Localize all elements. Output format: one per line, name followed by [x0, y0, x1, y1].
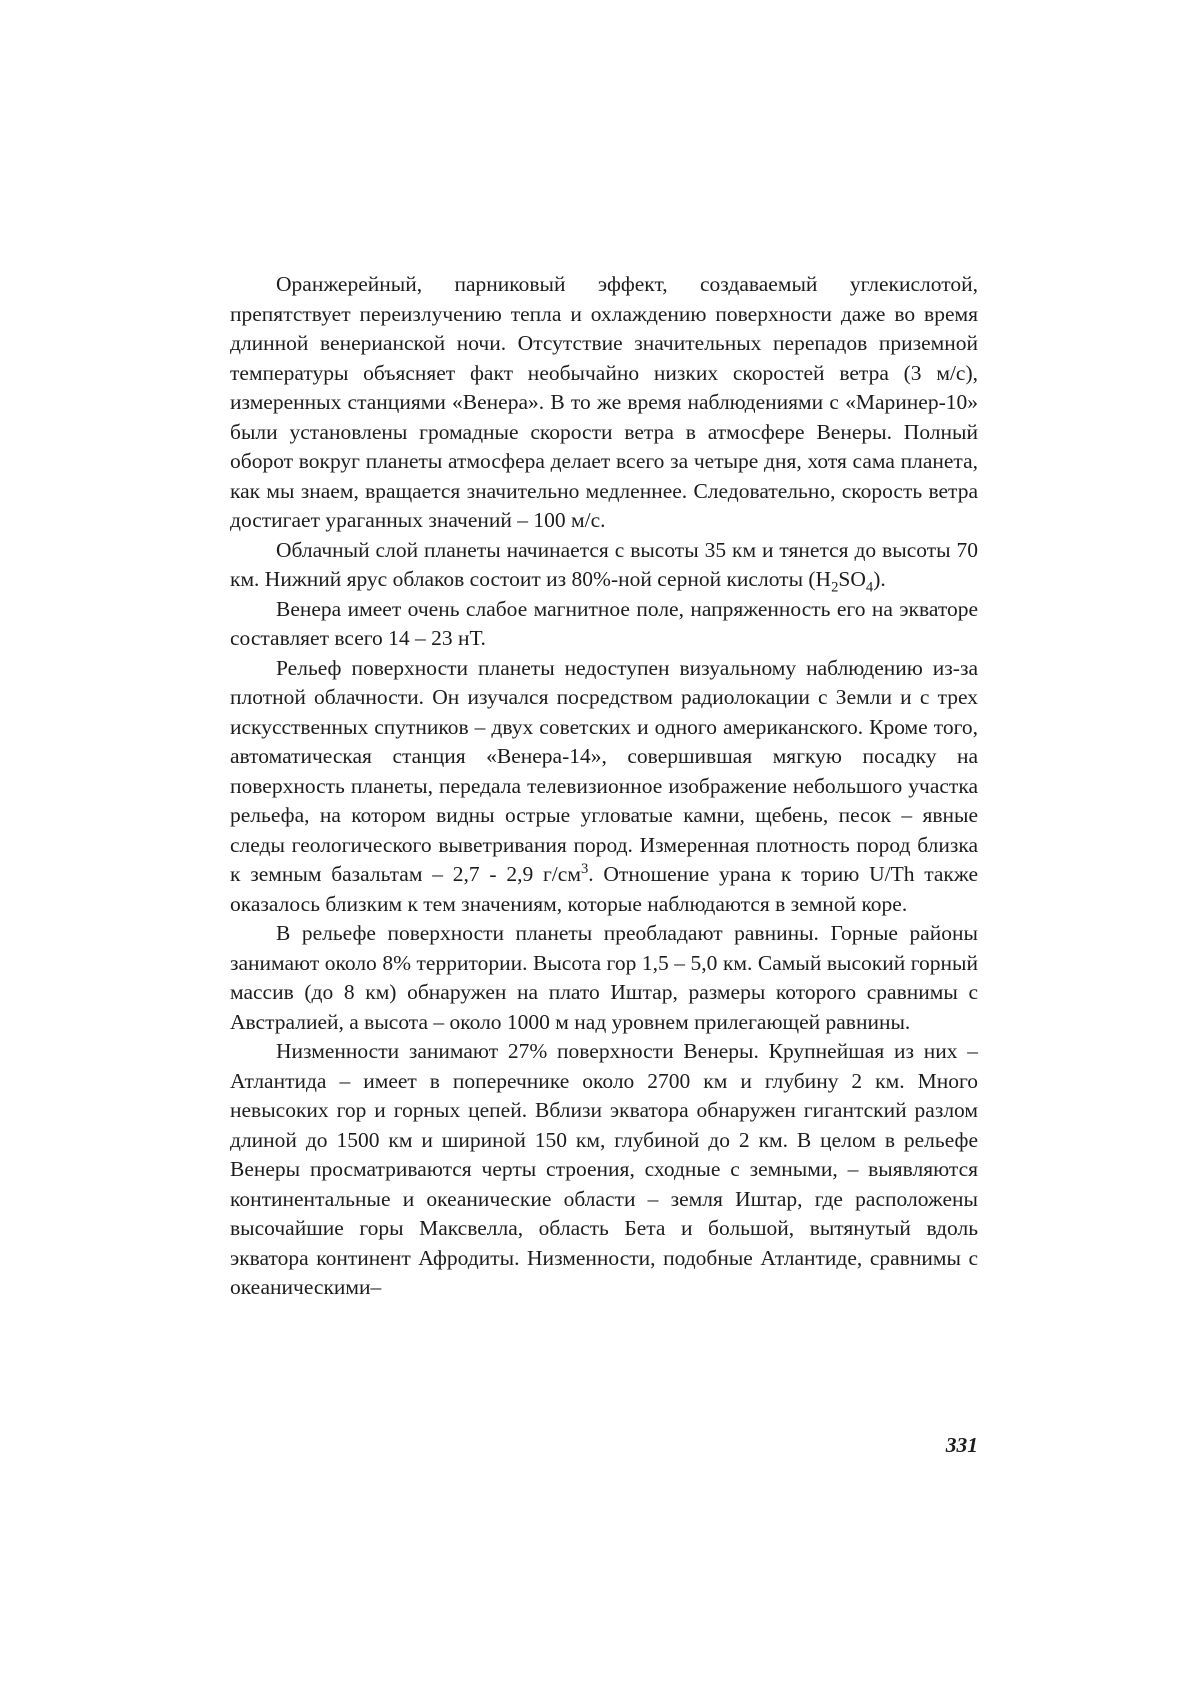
subscript-4: 4 — [865, 579, 874, 596]
paragraph-surface-relief-text: Рельеф поверхности планеты недоступен визуальному наблюдению из-за плотной облачности. Он изучался посредством радиолокации с Земли и с трех искусственных спутников – двух советских и одного американского. Кроме того, автоматическая станция «Венера-14», совершившая мягкую посадку на поверхность планеты, передала телевизионное изображение небольшого участка рельефа, на котором видны острые угловатые камни, щебень, песок – явные следы геологического выветривания пород. Измеренная плотность пород близка к земным базальтам – 2,7 - 2,9 г/см — [230, 655, 978, 886]
paragraph-lowlands: Низменности занимают 27% поверхности Венеры. Крупнейшая из них – Атлантида – имеет в поперечнике около 2700 км и глубину 2 км. Много невысоких гор и горных цепей. Вблизи экватора обнаружен гигантский разлом длиной до 1500 км и шириной 150 км, глубиной до 2 км. В целом в рельефе Венеры просматриваются черты строения, сходные с земными, – выявляются континентальные и океанические области – земля Иштар, где расположены высочайшие горы Максвелла, область Бета и большой, вытянутый вдоль экватора континент Афродиты. Низменности, подобные Атлантиде, сравнимы с океаническими– — [230, 1039, 978, 1299]
paragraph-surface-relief-end: . Отношение урана к торию U/Th также оказалось близким к тем значениям, которые наблюдаются в земной коре. — [230, 862, 978, 916]
paragraph-cloud-layer-end: ). — [873, 567, 886, 591]
paragraph-cloud-layer-text: Облачный слой планеты начинается с высоты 35 км и тянется до высоты 70 км. Нижний ярус облаков состоит из 80%-ной серной кислоты (H — [230, 537, 978, 591]
formula-part: SO — [838, 567, 866, 591]
paragraph-plains-mountains: В рельефе поверхности планеты преобладают равнины. Горные районы занимают около 8% территории. Высота гор 1,5 – 5,0 км. Самый высокий горный массив (до 8 км) обнаружен на плато Иштар, размеры которого сравнимы с Австралией, а высота – около 1000 м над уровнем прилегающей равнины. — [230, 921, 978, 1034]
page-number: 331 — [945, 1433, 978, 1457]
subscript-2: 2 — [831, 579, 839, 596]
paragraph-magnetic-field: Венера имеет очень слабое магнитное поле, напряженность его на экваторе составляет всего 14 – 23 нТ. — [230, 596, 978, 650]
superscript-3: 3 — [580, 860, 589, 877]
page-body — [230, 270, 978, 1303]
paragraph-cloud-layer — [230, 536, 978, 595]
paragraph-surface-relief — [230, 654, 978, 920]
paragraph-atmosphere-wind: Оранжерейный, парниковый эффект, создаваемый углекислотой, препятствует переизлучению тепла и охлаждению поверхности даже во время длинной венерианской ночи. Отсутствие значительных перепадов приземной температуры объясняет факт необычайно низких скоростей ветра (3 м/с), измеренных станциями «Венера». В то же время наблюдениями с «Маринер-10» были установлены громадные скорости ветра в атмосфере Венеры. Полный оборот вокруг планеты атмосфера делает всего за четыре дня, хотя сама планета, как мы знаем, вращается значительно медленнее. Следовательно, скорость ветра достигает ураганных значений – 100 м/с. — [230, 272, 978, 532]
